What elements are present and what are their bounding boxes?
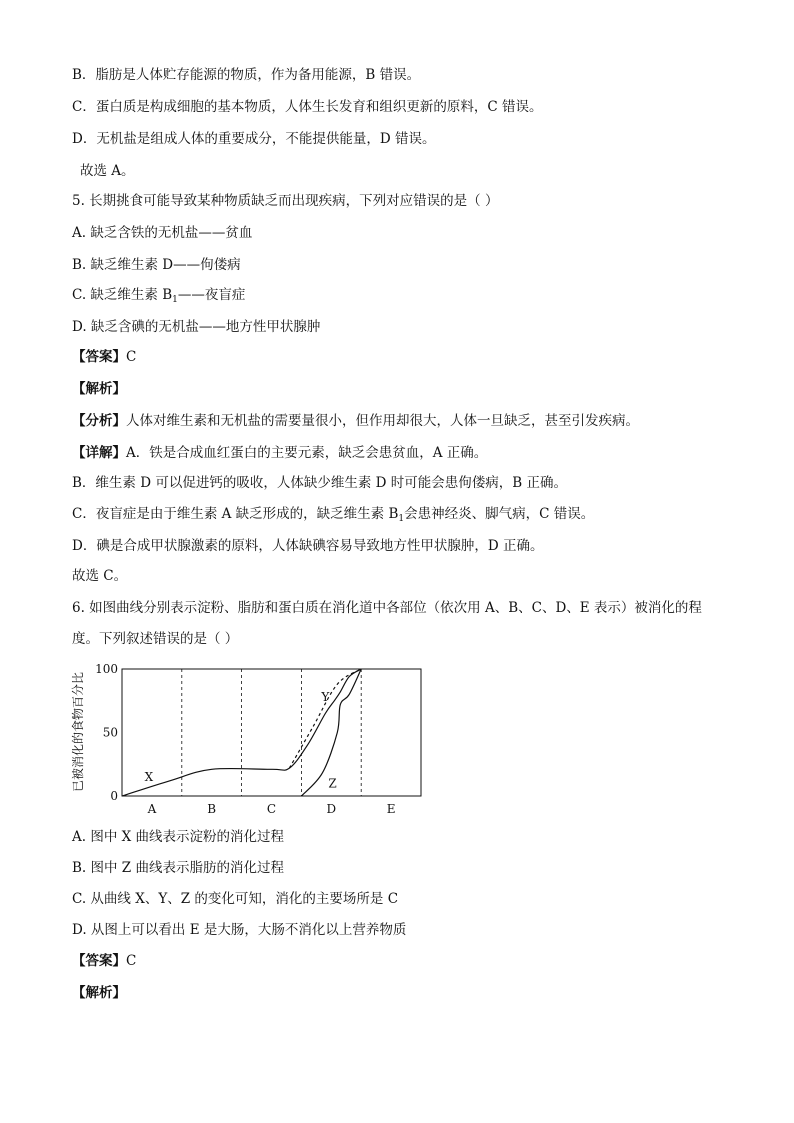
q5-analysis-tag: 【解析】 [72,381,126,397]
q5-xiangjie-c-subscript: 1 [398,514,405,524]
chart-x-tick-label: A [147,802,157,816]
q5-xiangjie-b: B．维生素 D 可以促进钙的吸收，人体缺少维生素 D 时可能会患佝偻病，B 正确。 [72,475,567,491]
q5-answer-value: C [126,349,137,365]
chart-series-label-y: Y [321,689,330,704]
q6-answer [72,952,136,970]
q5-xiangjie-c-tail: 会患神经炎、脚气病，C 错误。 [404,506,595,522]
q6-answer-value: C [126,953,137,969]
q5-xiangjie-d: D．碘是合成甲状腺激素的原料，人体缺碘容易导致地方性甲状腺肿，D 正确。 [72,538,544,554]
q5-xiangjie-tag: 【详解】 [72,445,126,461]
q5-analysis-heading [72,380,126,398]
chart-x-tick-label: B [207,802,217,816]
q6-stem-line2: 度。下列叙述错误的是（ ） [72,631,239,647]
q6-option-d: D. 从图上可以看出 E 是大肠，大肠不消化以上营养物质 [72,922,407,938]
q6-analysis-tag: 【解析】 [72,985,126,1001]
q6-stem-line1: 6. 如图曲线分别表示淀粉、脂肪和蛋白质在消化道中各部位（依次用 A、B、C、D、E 表示）被消化的程 [72,600,702,616]
q5-xiangjie-a-text: A．铁是合成血红蛋白的主要元素，缺乏会患贫血，A 正确。 [126,445,488,461]
q6-analysis-heading [72,984,126,1002]
chart-y-tick-label: 50 [102,725,118,740]
q5-fenxi-tag: 【分析】 [72,413,126,429]
chart-x-tick-label: D [326,802,337,816]
chart-y-axis-label: 已被消化的食物百分比 [71,671,85,793]
chart-plot-frame [122,669,421,796]
q5-answer [72,348,136,366]
q5-xiangjie-c-text: C．夜盲症是由于维生素 A 缺乏形成的，缺乏维生素 B [72,506,399,522]
chart-x-tick-label: C [266,802,277,816]
q5-option-b: B. 缺乏维生素 D——佝偻病 [72,257,241,273]
chart-x-tick-label: E [386,802,396,816]
q5-option-c-text: C. 缺乏维生素 B [72,287,173,303]
q5-stem: 5. 长期挑食可能导致某种物质缺乏而出现疾病，下列对应错误的是（ ） [72,193,499,209]
q5-fenxi-text: 人体对维生素和无机盐的需要量很小，但作用却很大，人体一旦缺乏，甚至引发疾病。 [126,413,639,429]
q6-answer-tag: 【答案】 [72,953,126,969]
q5-option-a: A. 缺乏含铁的无机盐——贫血 [72,225,253,241]
chart-series-label-x: X [144,769,154,784]
chart-y-tick-label: 0 [110,789,118,803]
q5-conclusion: 故选 C。 [72,568,128,584]
q5-option-c-subscript: 1 [172,295,178,305]
q5-option-c [72,286,245,309]
q4-option-b: B．脂肪是人体贮存能源的物质，作为备用能源，B 错误。 [72,67,421,83]
chart-y-tick-label: 100 [95,662,118,676]
chart-series-label-z: Z [328,776,337,791]
digestion-chart [68,656,428,818]
q4-option-c: C．蛋白质是构成细胞的基本物质，人体生长发育和组织更新的原料，C 错误。 [72,99,543,115]
q5-fenxi [72,412,639,430]
q5-option-c-tail: ——夜盲症 [177,287,246,303]
q5-xiangjie-a [72,444,487,462]
q5-answer-tag: 【答案】 [72,349,126,365]
q6-option-b: B. 图中 Z 曲线表示脂肪的消化过程 [72,860,284,876]
q5-option-d: D. 缺乏含碘的无机盐——地方性甲状腺肿 [72,319,321,335]
q5-xiangjie-c [72,505,594,528]
q6-option-c: C. 从曲线 X、Y、Z 的变化可知，消化的主要场所是 C [72,891,399,907]
q4-option-d: D．无机盐是组成人体的重要成分，不能提供能量，D 错误。 [72,131,436,147]
chart-series-y-line [289,669,361,768]
q4-conclusion: 故选 A。 [80,163,135,179]
q6-option-a: A. 图中 X 曲线表示淀粉的消化过程 [72,829,285,845]
